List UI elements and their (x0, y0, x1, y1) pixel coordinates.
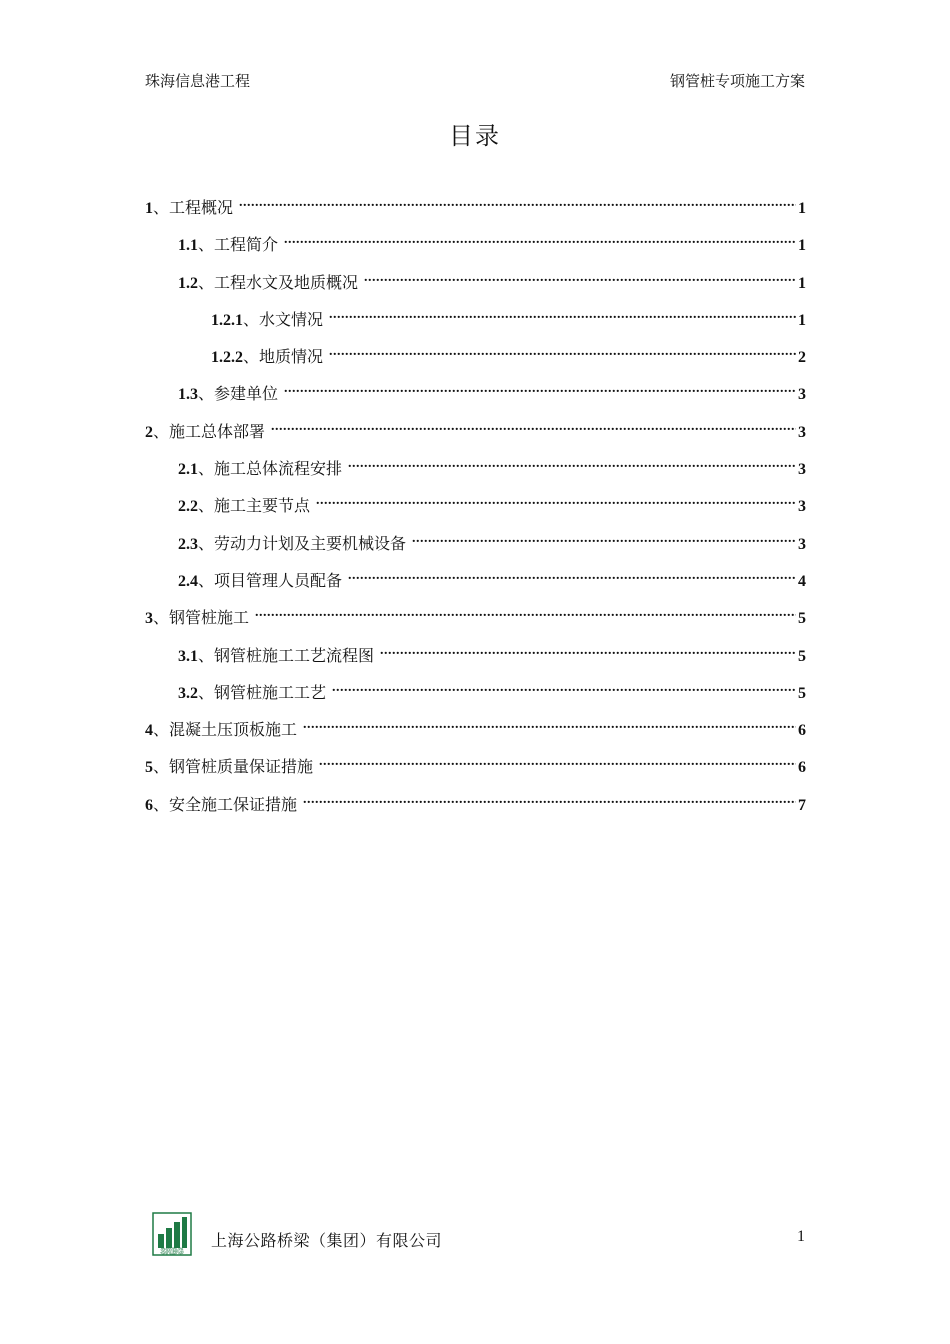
toc-entry[interactable] (145, 232, 806, 269)
toc-entry-page: 3 (798, 386, 806, 404)
toc-entry[interactable] (145, 270, 806, 307)
toc-entry-title: 安全施工保证措施 (169, 794, 298, 814)
toc-entry-number: 1.1 (178, 237, 198, 255)
toc-dot-leader (380, 645, 796, 661)
toc-entry[interactable] (145, 680, 806, 717)
toc-entry-separator: 、 (198, 645, 215, 665)
toc-entry[interactable] (145, 717, 806, 754)
toc-entry-title: 混凝土压顶板施工 (169, 720, 298, 740)
toc-entry-page: 5 (798, 684, 806, 702)
toc-entry-page: 5 (798, 610, 806, 628)
toc-entry-title: 项目管理人员配备 (214, 570, 343, 590)
toc-dot-leader (332, 682, 796, 698)
toc-entry-number: 3 (145, 610, 153, 628)
toc-entry-page: 3 (798, 498, 806, 516)
toc-entry-separator: 、 (198, 533, 215, 553)
toc-entry-page: 2 (798, 349, 806, 367)
logo-bar-3 (174, 1222, 180, 1248)
toc-entry-page: 6 (798, 759, 806, 777)
table-of-contents (145, 195, 806, 829)
toc-dot-leader (329, 346, 796, 362)
toc-entry-separator: 、 (198, 459, 215, 479)
toc-dot-leader (284, 234, 796, 250)
toc-entry[interactable] (145, 493, 806, 530)
toc-entry[interactable] (145, 307, 806, 344)
toc-entry-separator: 、 (243, 347, 260, 367)
toc-entry-number: 1.2.1 (211, 311, 243, 329)
toc-entry-number: 2.4 (178, 572, 198, 590)
toc-entry[interactable] (145, 344, 806, 381)
toc-entry-title: 施工总体流程安排 (214, 459, 343, 479)
toc-entry-separator: 、 (153, 757, 170, 777)
toc-entry-number: 2.1 (178, 461, 198, 479)
toc-entry-page: 3 (798, 461, 806, 479)
header-left: 珠海信息港工程 (145, 72, 251, 90)
toc-dot-leader (255, 607, 796, 623)
toc-dot-leader (329, 309, 796, 325)
toc-entry-title: 地质情况 (259, 347, 324, 367)
toc-entry-separator: 、 (198, 570, 215, 590)
toc-entry-page: 7 (798, 796, 806, 814)
toc-dot-leader (348, 458, 796, 474)
toc-entry-title: 水文情况 (259, 309, 324, 329)
logo-text: SRBG (160, 1247, 184, 1256)
toc-dot-leader (319, 756, 796, 772)
toc-entry-title: 工程水文及地质概况 (214, 272, 359, 292)
page-title: 目录 (449, 122, 501, 150)
toc-entry-title: 工程简介 (214, 235, 279, 255)
toc-entry-number: 5 (145, 759, 153, 777)
toc-dot-leader (239, 197, 796, 213)
toc-entry[interactable] (145, 195, 806, 232)
toc-dot-leader (284, 383, 796, 399)
toc-entry-number: 3.1 (178, 647, 198, 665)
toc-dot-leader (364, 272, 796, 288)
toc-entry-title: 钢管桩质量保证措施 (169, 757, 314, 777)
toc-entry-page: 6 (798, 722, 806, 740)
toc-entry-title: 钢管桩施工 (169, 608, 250, 628)
toc-entry[interactable] (145, 643, 806, 680)
toc-entry-number: 2.2 (178, 498, 198, 516)
toc-entry[interactable] (145, 754, 806, 791)
toc-entry-title: 参建单位 (214, 384, 279, 404)
toc-entry[interactable] (145, 381, 806, 418)
footer-company: 上海公路桥梁（集团）有限公司 (211, 1231, 443, 1250)
toc-dot-leader (271, 421, 796, 437)
toc-entry-title: 劳动力计划及主要机械设备 (214, 533, 407, 553)
toc-entry-number: 1 (145, 200, 153, 217)
srbg-logo (152, 1212, 192, 1256)
toc-entry-number: 6 (145, 796, 153, 814)
toc-entry-page: 3 (798, 423, 806, 441)
toc-entry-page: 1 (798, 311, 806, 329)
toc-entry-page: 5 (798, 647, 806, 665)
toc-entry-number: 1.2 (178, 274, 198, 292)
logo-bar-2 (166, 1228, 172, 1248)
toc-entry-separator: 、 (153, 720, 170, 740)
toc-entry-separator: 、 (198, 384, 215, 404)
toc-entry-number: 1.2.2 (211, 349, 243, 367)
toc-dot-leader (303, 794, 796, 810)
toc-entry[interactable] (145, 531, 806, 568)
footer-page-number: 1 (797, 1228, 805, 1245)
toc-entry-separator: 、 (198, 496, 215, 516)
logo-bar-4 (182, 1217, 187, 1248)
toc-entry-separator: 、 (153, 198, 170, 217)
toc-entry[interactable] (145, 568, 806, 605)
toc-entry-page: 4 (798, 572, 806, 590)
toc-entry-separator: 、 (243, 309, 260, 329)
toc-entry-page: 1 (798, 200, 806, 217)
toc-entry-title: 钢管桩施工工艺 (214, 682, 327, 702)
toc-entry[interactable] (145, 419, 806, 456)
toc-entry-number: 3.2 (178, 684, 198, 702)
toc-dot-leader (303, 719, 796, 735)
toc-entry[interactable] (145, 792, 806, 829)
toc-dot-leader (316, 495, 796, 511)
toc-entry-separator: 、 (153, 794, 170, 814)
logo-bar-1 (158, 1234, 164, 1248)
toc-entry-title: 钢管桩施工工艺流程图 (214, 645, 375, 665)
toc-entry-separator: 、 (198, 682, 215, 702)
toc-entry[interactable] (145, 456, 806, 493)
toc-entry[interactable] (145, 605, 806, 642)
toc-entry-title: 工程概况 (169, 198, 234, 217)
toc-entry-separator: 、 (198, 272, 215, 292)
toc-dot-leader (348, 570, 796, 586)
toc-entry-separator: 、 (153, 421, 170, 441)
toc-entry-separator: 、 (198, 235, 215, 255)
toc-entry-separator: 、 (153, 608, 170, 628)
header-right: 钢管桩专项施工方案 (669, 72, 805, 90)
toc-entry-number: 1.3 (178, 386, 198, 404)
toc-entry-title: 施工主要节点 (214, 496, 311, 516)
toc-entry-page: 3 (798, 535, 806, 553)
toc-entry-number: 4 (145, 722, 153, 740)
toc-entry-number: 2.3 (178, 535, 198, 553)
toc-entry-page: 1 (798, 237, 806, 255)
toc-entry-title: 施工总体部署 (169, 421, 266, 441)
toc-entry-page: 1 (798, 274, 806, 292)
toc-entry-number: 2 (145, 423, 153, 441)
toc-dot-leader (412, 533, 796, 549)
